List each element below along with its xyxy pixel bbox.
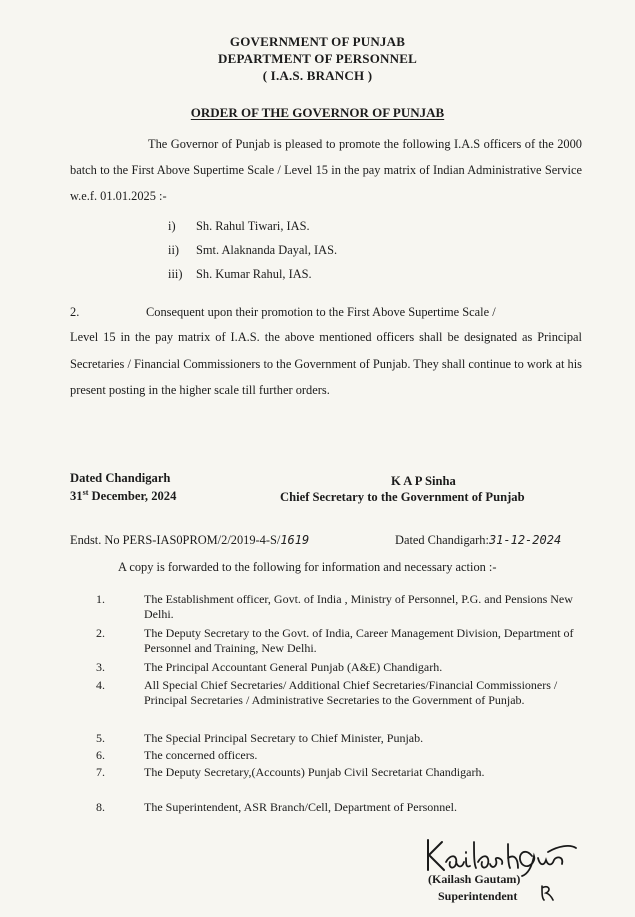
header-government: GOVERNMENT OF PUNJAB [229, 34, 406, 49]
officer-name-3: Sh. Kumar Rahul, IAS. [196, 267, 312, 281]
copy-item-4: All Special Chief Secretaries/ Additional Chief Secretaries/Financial Commissioners / Principal Secretaries / Administrative Secretaries to the Government of Punjab. [144, 678, 558, 707]
copy-item-num-8: 8. [96, 800, 105, 814]
paragraph-2-number: 2. [70, 305, 80, 319]
paragraph-2-first-line: Consequent upon their promotion to the First Above Supertime Scale / [146, 305, 496, 319]
copy-item-num-2: 2. [96, 626, 105, 640]
officer-num-2: ii) [168, 243, 180, 257]
paragraph-2: Level 15 in the pay matrix of I.A.S. the above mentioned officers shall be designated as Principal Secretaries / Financial Commissioners to the Government of Punjab. They shall continue to work at his present posting in the higher scale till further orders. [70, 330, 582, 397]
officer-name-1: Sh. Rahul Tiwari, IAS. [196, 219, 310, 233]
copy-item-num-5: 5. [96, 731, 105, 745]
initials-mark [538, 882, 556, 904]
copy-item-1: The Establishment officer, Govt. of India , Ministry of Personnel, P.G. and Pensions New Delhi. [144, 592, 573, 621]
dated-place: Dated Chandigarh [70, 471, 171, 485]
paragraph-1: The Governor of Punjab is pleased to promote the following I.A.S officers of the 2000 batch to the First Above Supertime Scale / Level 15 in the pay matrix of Indian Administrative Service w.e.f. 01.01.2025 :- [70, 137, 582, 203]
officer-num-1: i) [168, 219, 176, 233]
header-department: DEPARTMENT OF PERSONNEL [218, 51, 417, 66]
copy-forward-line: A copy is forwarded to the following for information and necessary action :- [118, 560, 497, 574]
officer-num-3: iii) [168, 267, 183, 281]
endorsement-number: Endst. No PERS-IAS0PROM/2/2019-4-S/1619 [70, 533, 310, 547]
copy-item-num-6: 6. [96, 748, 105, 762]
copy-item-5: The Special Principal Secretary to Chief Minister, Punjab. [144, 731, 424, 745]
officer-name-2: Smt. Alaknanda Dayal, IAS. [196, 243, 338, 257]
endorsement-date: Dated Chandigarh:31-12-2024 [395, 533, 562, 547]
copy-item-num-1: 1. [96, 592, 105, 606]
order-title: ORDER OF THE GOVERNOR OF PUNJAB [190, 105, 445, 120]
copy-item-7: The Deputy Secretary,(Accounts) Punjab Civil Secretariat Chandigarh. [144, 765, 485, 779]
copy-item-num-3: 3. [96, 660, 105, 674]
copy-item-3: The Principal Accountant General Punjab (A&E) Chandigarh. [144, 660, 443, 674]
copy-item-num-7: 7. [96, 765, 105, 779]
header-branch: ( I.A.S. BRANCH ) [262, 68, 373, 83]
copy-item-6: The concerned officers. [144, 748, 258, 762]
copy-item-2: The Deputy Secretary to the Govt. of India, Career Management Division, Department of Personnel and Training, New Delhi. [144, 626, 574, 655]
superintendent-name: (Kailash Gautam) [428, 872, 521, 886]
handwritten-signature [420, 826, 580, 878]
copy-item-num-4: 4. [96, 678, 105, 692]
signatory-name: K A P Sinha [391, 474, 456, 488]
copy-item-8: The Superintendent, ASR Branch/Cell, Department of Personnel. [144, 800, 457, 814]
signatory-title: Chief Secretary to the Government of Punjab [280, 490, 525, 504]
dated-date: 31st December, 2024 [70, 488, 177, 504]
superintendent-title: Superintendent [438, 889, 518, 903]
